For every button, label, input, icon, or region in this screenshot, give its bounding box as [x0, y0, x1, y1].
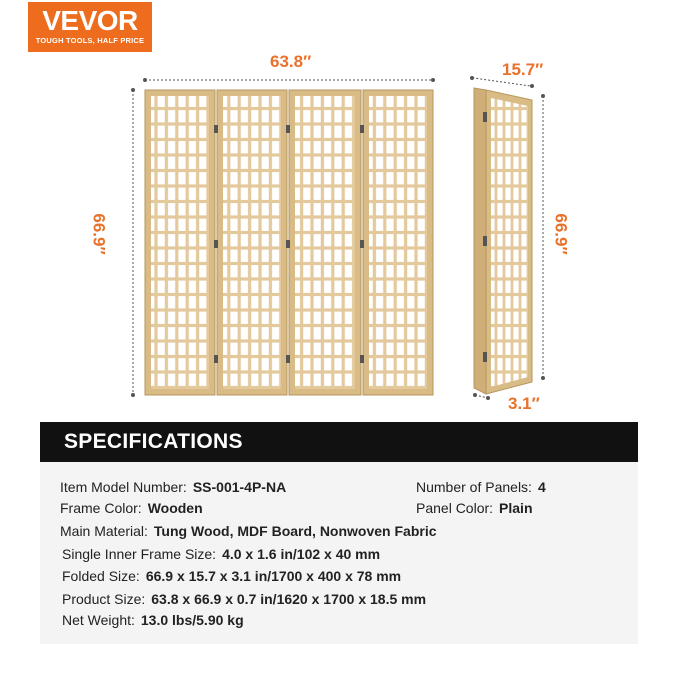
- spec-frame-color-label: Frame Color:: [60, 500, 142, 516]
- spec-product-size: [62, 591, 426, 607]
- spec-panels: [416, 479, 546, 495]
- folded-screen: [474, 88, 532, 394]
- spec-model-label: Item Model Number:: [60, 479, 187, 495]
- folded-width-label: 15.7″: [502, 60, 544, 79]
- panel-2: [217, 90, 287, 395]
- panel-1: [145, 90, 215, 395]
- specifications-title: SPECIFICATIONS: [64, 430, 243, 453]
- panel-4: [363, 90, 433, 395]
- spec-folded-size-label: Folded Size:: [62, 568, 140, 584]
- width-label: 63.8″: [270, 52, 312, 71]
- hinge-icon: [483, 352, 487, 362]
- hinge-icon: [483, 236, 487, 246]
- spec-inner-frame-label: Single Inner Frame Size:: [62, 546, 217, 562]
- spec-panel-color-label: Panel Color:: [416, 500, 494, 516]
- spec-material-value: Tung Wood, MDF Board, Nonwoven Fabric: [153, 523, 437, 539]
- spec-product-size-label: Product Size:: [62, 591, 146, 607]
- hinge-icon: [286, 240, 290, 248]
- hinge-icon: [214, 355, 218, 363]
- spec-model: [60, 479, 286, 495]
- folded-height-dimension-line: [541, 94, 545, 380]
- spec-material-label: Main Material:: [60, 523, 148, 539]
- spec-net-weight-label: Net Weight:: [62, 612, 135, 628]
- spec-panels-label: Number of Panels:: [416, 479, 532, 495]
- hinge-icon: [214, 125, 218, 133]
- hinge-icon: [286, 125, 290, 133]
- hinge-icon: [360, 355, 364, 363]
- folded-height-label: 66.9″: [551, 213, 571, 255]
- hinge-icon: [214, 240, 218, 248]
- folded-depth-label: 3.1″: [508, 394, 540, 413]
- spec-panels-value: 4: [537, 479, 546, 495]
- spec-net-weight: [62, 612, 244, 628]
- brand-tagline: TOUGH TOOLS, HALF PRICE: [35, 36, 145, 45]
- spec-material: [60, 523, 437, 539]
- spec-panel-color: [416, 500, 533, 516]
- hinge-icon: [360, 125, 364, 133]
- hinge-icon: [286, 355, 290, 363]
- spec-frame-color: [60, 500, 203, 516]
- screen-panels: [145, 90, 433, 395]
- spec-folded-size-value: 66.9 x 15.7 x 3.1 in/1700 x 400 x 78 mm: [145, 568, 402, 584]
- spec-inner-frame: [62, 546, 380, 562]
- spec-folded-size: [62, 568, 401, 584]
- width-dimension-line: [143, 78, 435, 82]
- spec-model-value: SS-001-4P-NA: [192, 479, 287, 495]
- spec-frame-color-value: Wooden: [147, 500, 203, 516]
- spec-net-weight-value: 13.0 lbs/5.90 kg: [140, 612, 244, 628]
- hinge-icon: [360, 240, 364, 248]
- spec-product-size-value: 63.8 x 66.9 x 0.7 in/1620 x 1700 x 18.5 mm: [151, 591, 427, 607]
- brand-name: VEVOR: [42, 5, 138, 36]
- panel-3: [289, 90, 361, 395]
- height-dimension-line: [131, 88, 135, 397]
- spec-panel-color-value: Plain: [499, 500, 533, 516]
- height-label: 66.9″: [89, 213, 109, 255]
- hinge-icon: [483, 112, 487, 122]
- spec-inner-frame-value: 4.0 x 1.6 in/102 x 40 mm: [222, 546, 381, 562]
